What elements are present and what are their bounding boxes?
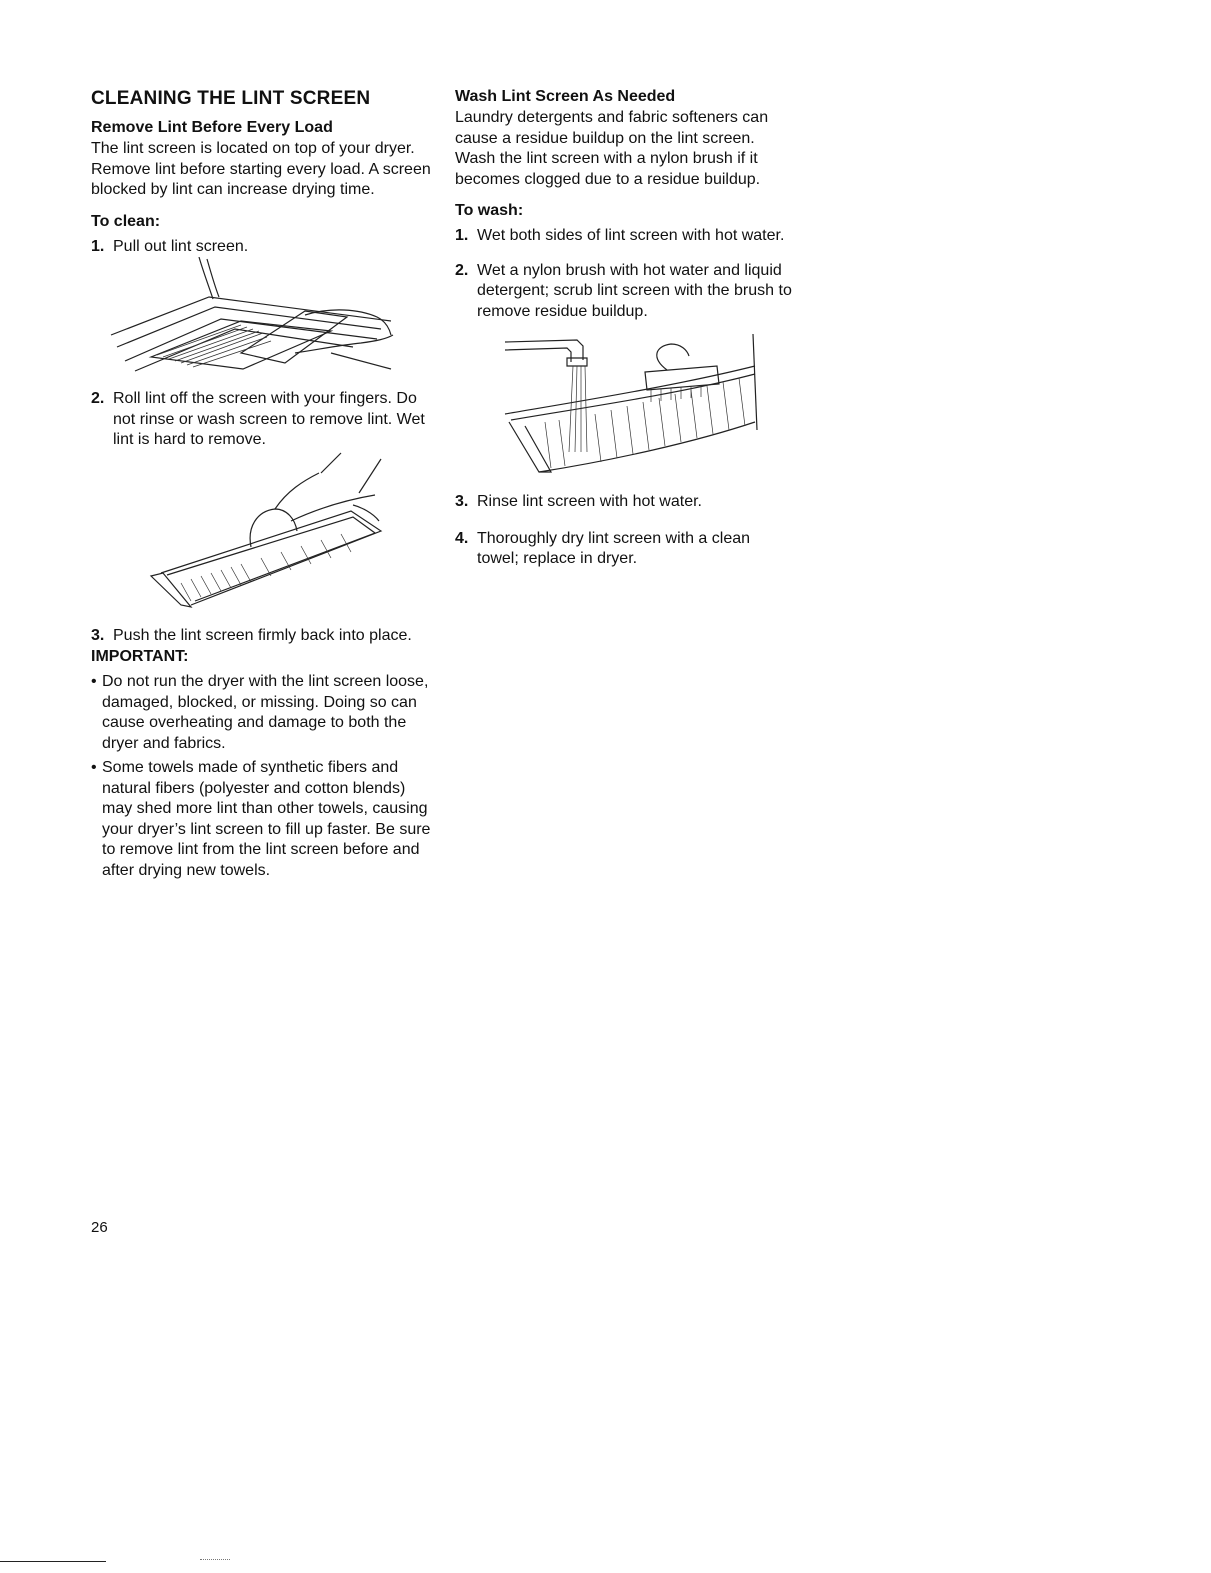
left-column bbox=[91, 88, 431, 885]
bullet-mark: • bbox=[91, 759, 97, 776]
step-number: 1. bbox=[91, 237, 105, 255]
step-text: Roll lint off the screen with your fingers. Do not rinse or wash screen to remove lint. Wet lint is hard to remove. bbox=[113, 390, 425, 448]
right-column bbox=[455, 88, 795, 570]
clean-step-1 bbox=[91, 237, 431, 258]
wash-lint-heading: Wash Lint Screen As Needed bbox=[455, 88, 676, 105]
step-text: Pull out lint screen. bbox=[113, 237, 249, 255]
to-clean-label: To clean: bbox=[91, 212, 161, 230]
step-number: 2. bbox=[91, 390, 105, 407]
step-number: 3. bbox=[91, 626, 105, 644]
step-number: 1. bbox=[455, 227, 469, 244]
important-bullet-1 bbox=[91, 672, 431, 754]
section-title: CLEANING THE LINT SCREEN bbox=[91, 88, 371, 109]
step-text: Wet a nylon brush with hot water and liquid detergent; scrub lint screen with the brush to remove residue buildup. bbox=[477, 261, 792, 320]
remove-lint-heading: Remove Lint Before Every Load bbox=[91, 119, 333, 136]
page-number: 26 bbox=[91, 1219, 108, 1236]
clean-step-2 bbox=[91, 389, 431, 451]
roll-lint-off-illustration bbox=[91, 451, 431, 626]
bullet-text: Some towels made of synthetic fibers and natural fibers (polyester and cotton blends) may shed more lint than other towels, causing your dryer’s lint screen to fill up faster. Be sure to remove lint from the lint screen before and after drying new towels. bbox=[102, 759, 431, 879]
step-text: Rinse lint screen with hot water. bbox=[477, 493, 702, 510]
footer-rule bbox=[0, 1561, 106, 1562]
wash-lint-intro: Laundry detergents and fabric softeners can cause a residue buildup on the lint screen. Wash the lint screen with a nylon brush if it becomes clogged due to a residue buildup. bbox=[455, 109, 769, 188]
step-number: 2. bbox=[455, 261, 469, 279]
bullet-text: Do not run the dryer with the lint screen loose, damaged, blocked, or missing. Doing so can cause overheating and damage to both the dryer and fabrics. bbox=[102, 673, 429, 752]
step-number: 3. bbox=[455, 493, 469, 510]
wash-step-1 bbox=[455, 226, 795, 247]
pull-out-lint-screen-illustration bbox=[91, 257, 431, 389]
wash-step-4 bbox=[455, 529, 795, 570]
to-wash-label: To wash: bbox=[455, 202, 524, 219]
bullet-mark: • bbox=[91, 673, 97, 690]
faucet-and-brush-illustration bbox=[455, 322, 795, 492]
wash-step-2 bbox=[455, 261, 795, 323]
step-text: Thoroughly dry lint screen with a clean towel; replace in dryer. bbox=[477, 529, 751, 567]
important-bullet-2 bbox=[91, 758, 431, 881]
footer-mark bbox=[200, 1559, 230, 1563]
remove-lint-intro: The lint screen is located on top of your dryer. Remove lint before starting every load. A screen blocked by lint can increase drying time. bbox=[91, 140, 431, 198]
step-text: Push the lint screen firmly back into place. bbox=[113, 626, 412, 644]
wash-step-3 bbox=[455, 492, 795, 513]
step-number: 4. bbox=[455, 529, 469, 547]
step-text: Wet both sides of lint screen with hot water. bbox=[477, 227, 785, 244]
clean-step-3 bbox=[91, 626, 431, 647]
important-label: IMPORTANT: bbox=[91, 648, 189, 665]
